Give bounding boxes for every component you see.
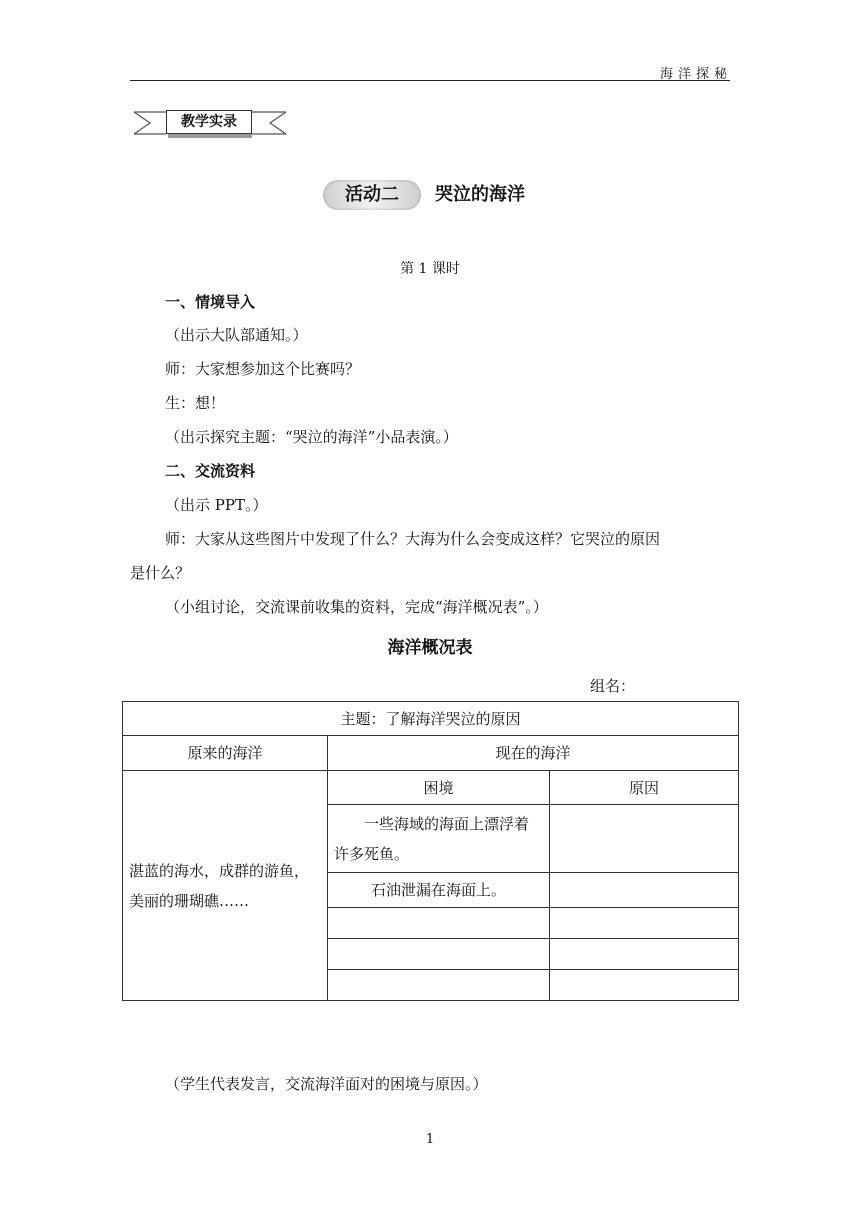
paragraph: （出示 PPT。）: [165, 496, 268, 514]
page-number: 1: [425, 1132, 435, 1147]
header-title: 海洋探秘: [659, 67, 732, 82]
paragraph: 是什么？: [130, 564, 191, 582]
table-title: 海洋概况表: [387, 638, 473, 658]
plight-cell: 石油泄漏在海面上。: [328, 873, 550, 908]
paragraph: （小组讨论，交流课前收集的资料，完成“海洋概况表”。）: [165, 598, 548, 616]
paragraph: 生：想！: [165, 394, 226, 412]
heading-exchange: 二、交流资料: [165, 462, 256, 480]
lesson-label: 第 1 课时: [400, 261, 460, 277]
table-subheader-reason: 原因: [550, 771, 739, 805]
table-subheader-plight: 困境: [328, 771, 550, 805]
header-rule: [130, 80, 730, 81]
paragraph: （出示大队部通知。）: [165, 326, 308, 344]
group-label: 组名：: [590, 677, 636, 695]
reason-cell: [550, 970, 739, 1001]
plight-cell: [328, 970, 550, 1001]
table-header-original: 原来的海洋: [123, 736, 328, 771]
table-theme: 主题：了解海洋哭泣的原因: [123, 702, 739, 736]
reason-cell: [550, 873, 739, 908]
plight-cell: [328, 908, 550, 939]
plight-cell: 一些海域的海面上漂浮着许多死鱼。: [328, 805, 550, 873]
section-tag-label: 教学实录: [166, 110, 252, 134]
original-ocean-cell: 湛蓝的海水，成群的游鱼，美丽的珊瑚礁……: [123, 771, 328, 1001]
heading-intro: 一、情境导入: [165, 293, 256, 311]
paragraph: 师：大家从这些图片中发现了什么？大海为什么会变成这样？它哭泣的原因: [165, 530, 661, 548]
ocean-survey-table: [122, 701, 739, 1001]
reason-cell: [550, 939, 739, 970]
paragraph: 师：大家想参加这个比赛吗？: [165, 360, 361, 378]
activity-label: 活动二: [323, 180, 421, 210]
reason-cell: [550, 805, 739, 873]
table-header-current: 现在的海洋: [328, 736, 739, 771]
plight-cell: [328, 939, 550, 970]
section-tag: [130, 108, 290, 140]
closing-paragraph: （学生代表发言，交流海洋面对的困境与原因。）: [165, 1075, 488, 1093]
paragraph: （出示探究主题：“哭泣的海洋”小品表演。）: [165, 428, 458, 446]
reason-cell: [550, 908, 739, 939]
activity-title: 哭泣的海洋: [435, 184, 525, 205]
activity-heading: [323, 176, 563, 214]
